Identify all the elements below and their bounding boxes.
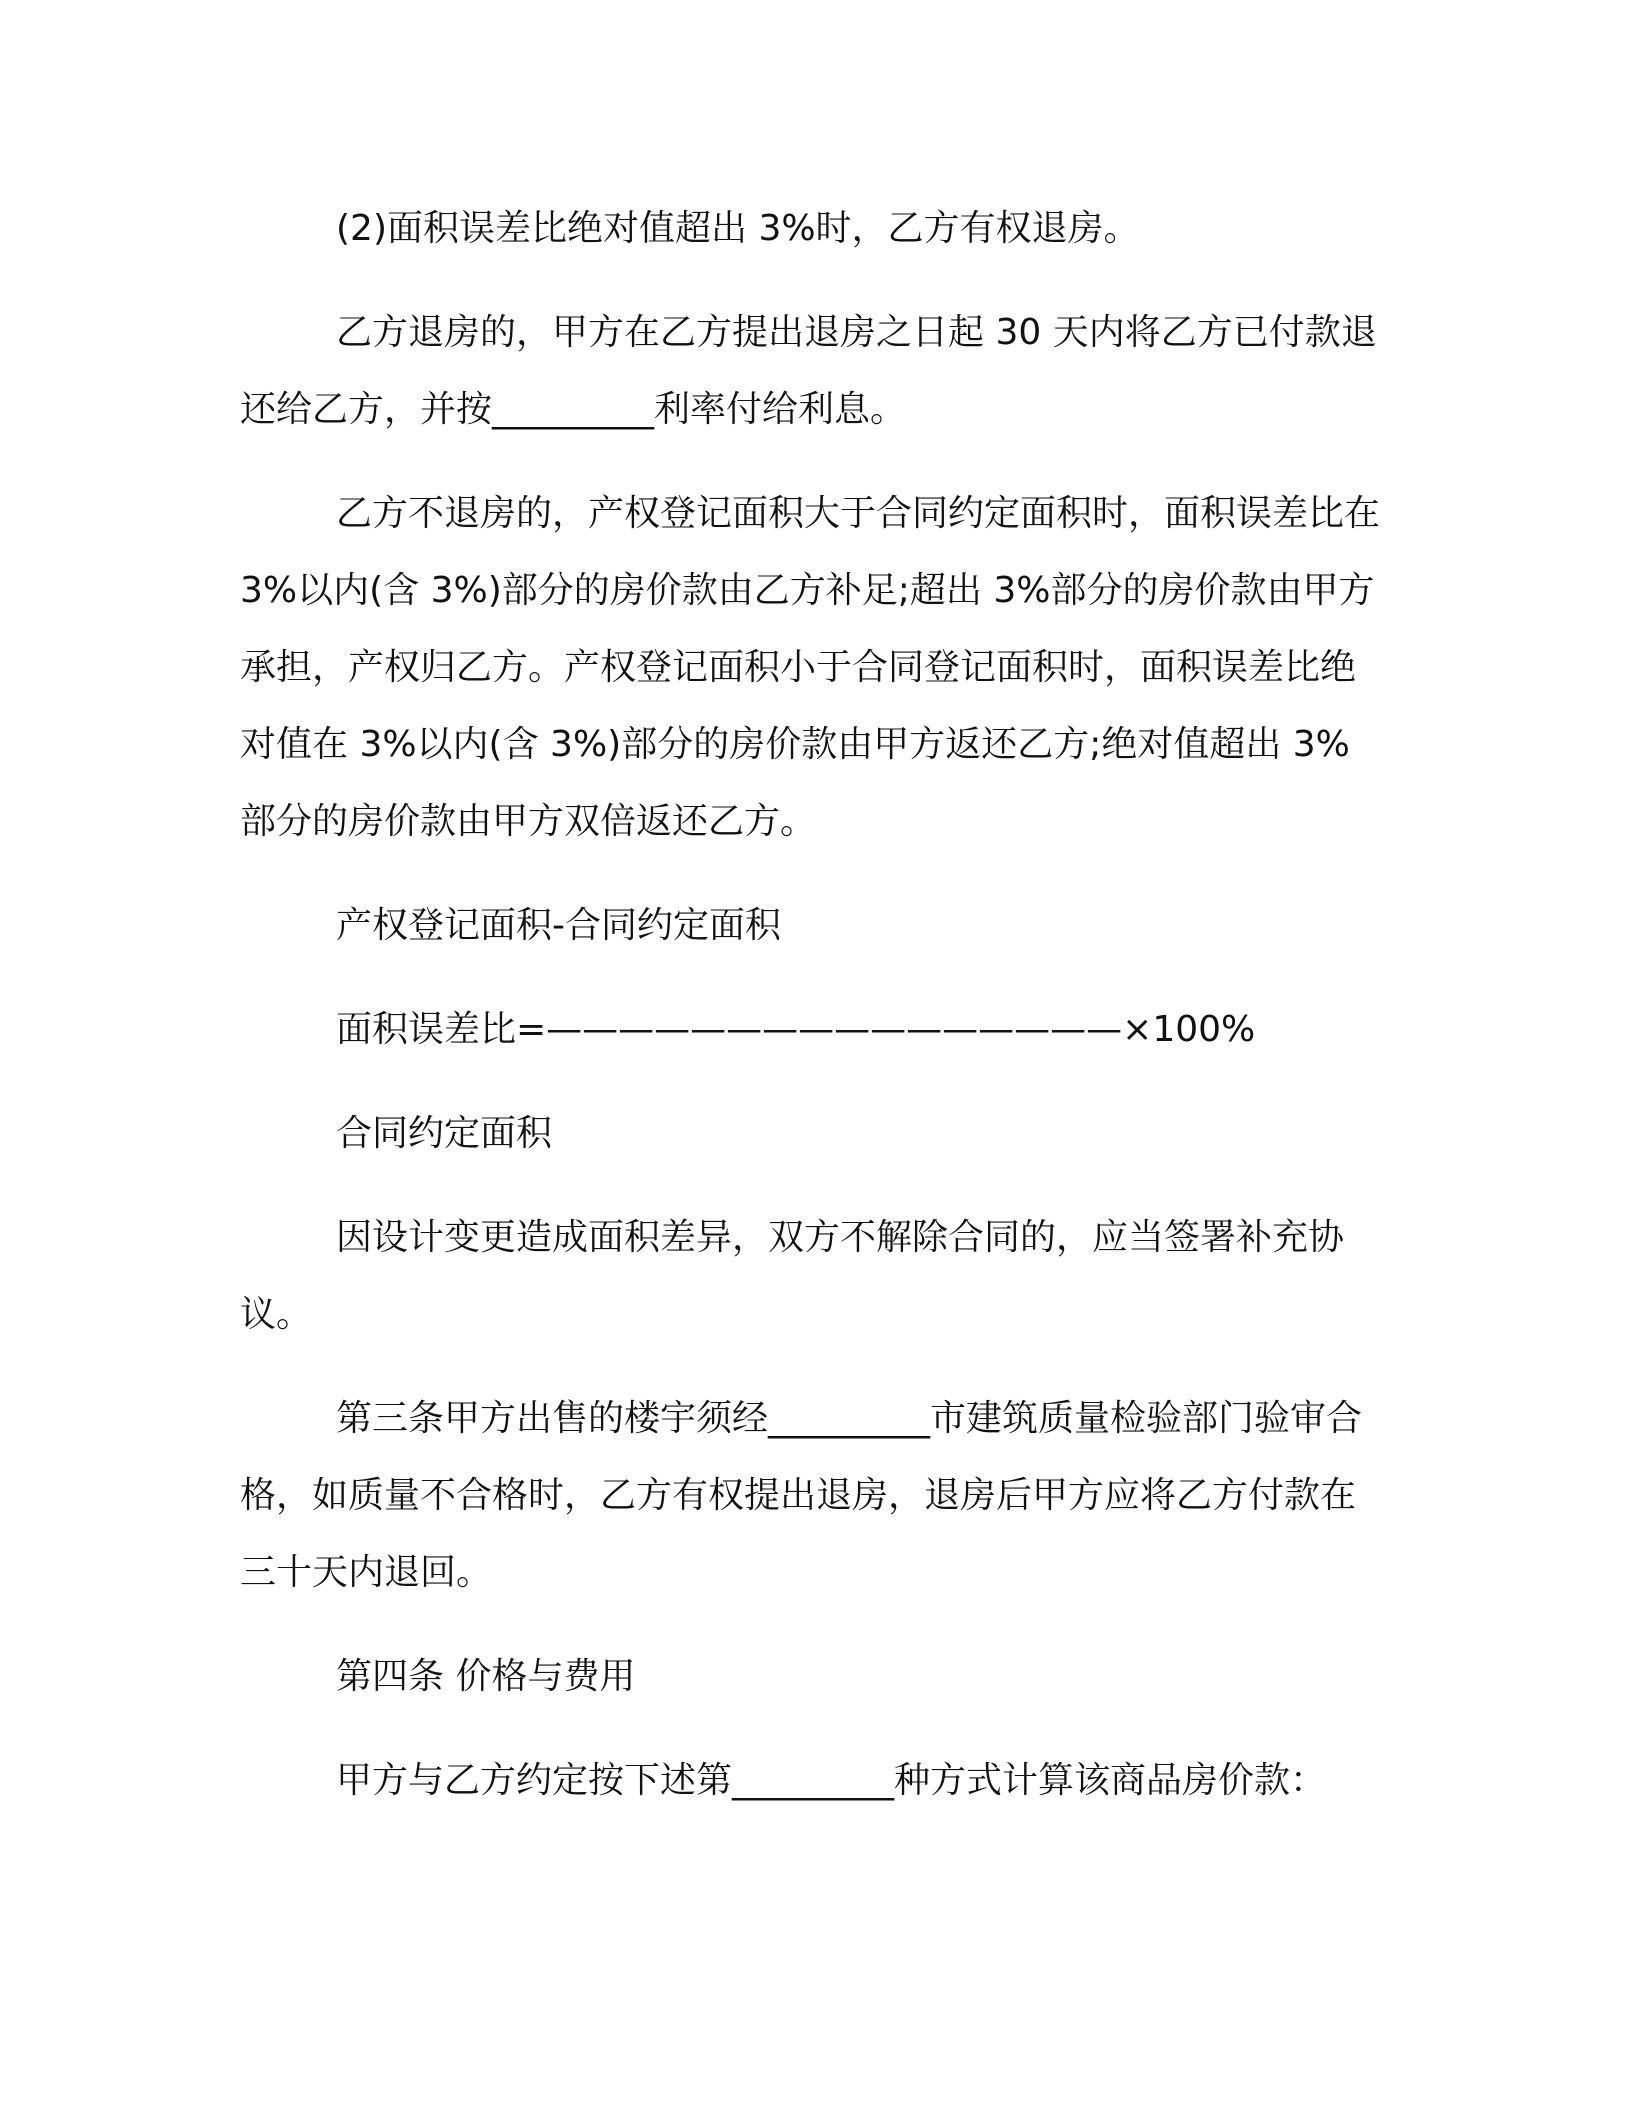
paragraph-price-method: 甲方与乙方约定按下述第_________种方式计算该商品房价款： (336, 1760, 1327, 1801)
heading-article-four: 第四条 价格与费用 (336, 1656, 636, 1697)
paragraph-refund-return: 乙方退房的，甲方在乙方提出退房之日起 30 天内将乙方已付款退还给乙方，并按_________利率付给利息。 (240, 312, 1377, 430)
formula-line: 面积误差比=————————————————×100% (336, 1009, 1256, 1050)
paragraph-area-ratio-exceed: (2)面积误差比绝对值超出 3%时，乙方有权退房。 (336, 208, 1140, 249)
formula-numerator: 产权登记面积-合同约定面积 (336, 905, 781, 946)
document-page (240, 190, 1380, 1819)
formula-denominator: 合同约定面积 (336, 1113, 553, 1154)
paragraph-article-three: 第三条甲方出售的楼宇须经_________市建筑质量检验部门验审合格，如质量不合格时，乙方有权提出退房，退房后甲方应将乙方付款在三十天内退回。 (240, 1398, 1363, 1593)
paragraph-no-refund: 乙方不退房的，产权登记面积大于合同约定面积时，面积误差比在 3%以内(含 3%)部分的房价款由乙方补足;超出 3%部分的房价款由甲方承担，产权归乙方。产权登记面积小于合同登记面积时，面积误差比绝对值在 3%以内(含 3%)部分的房价款由甲方返还乙方;绝对值超出 3%部分的房价款由甲方双倍返还乙方。 (240, 493, 1381, 842)
paragraph-design-change: 因设计变更造成面积差异，双方不解除合同的，应当签署补充协议。 (240, 1217, 1345, 1335)
